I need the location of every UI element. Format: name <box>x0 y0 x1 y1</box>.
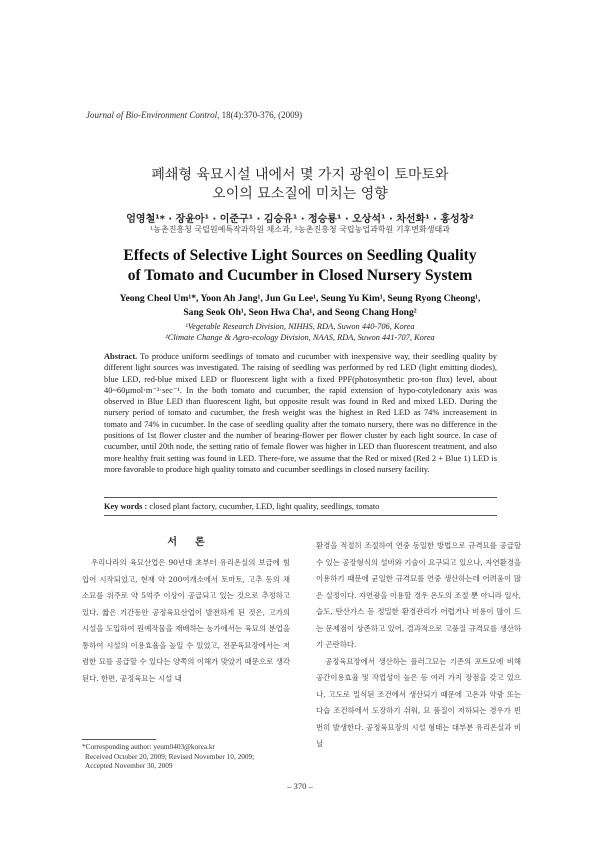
footnote-rule <box>82 739 156 740</box>
footnote-received: Received October 20, 2009; Revised November 10, 2009; <box>85 751 255 761</box>
body-left-column <box>82 533 290 687</box>
abstract-text: To produce uniform seedlings of tomato and cucumber with inexpensive way, their seedling quality by different light sources was investigated. The raising of seedling was performed by red LED (light emitting diodes), blue LED, red-blue mixed LED or fluorescent light with a fixed PPF(photosynthetic pro-ton flux) level, about 40~60µmol·m⁻²·sec⁻¹. In the both tomato and cucumber, the rapid extension of hypo-cotyledonary axis was observed in Blue LED than fluorescent light, but opposite result was found in Red and mixed LED. During the nursery period of tomato and cucumber, the fresh weight was the highest in Red LED as 74% increasement in tomato and 74% in cucumber. In the case of seedling quality after the tomato nursery, there was no difference in the positions of 1st flower cluster and the number of bearing-flower per flower cluster by each light source. In case of cucumber, until 20th node, the setting ratio of female flower was higher in LED than fluorescent treatment, and also more healthy fruit setting was found in LED. There-fore, we assume that the Red or mixed (Red 2 + Blue 1) LED is more favorable to produce high quality tomato and cucumber seedlings in closed nursery facility. <box>104 352 497 474</box>
keywords-label: Key words : <box>104 502 148 511</box>
intro-paragraph-right-2: 공정육묘장에서 생산하는 플러그묘는 기존의 포트묘에 비해 공간이용효율 및 작업성이 높은 등 여러 가지 장점을 갖고 있으나, 고도로 밀식된 조건에서 생산되기 때문에 고온과 약광 또는 다습 조건하에서 도장하기 쉬워, 묘 품질이 저하되는 경우가 빈번히 발생한다. 공정육묘장의 시설 형태는 대부분 유리온실과 비닐 <box>316 656 521 748</box>
abstract <box>104 351 497 475</box>
english-authors <box>40 292 560 320</box>
page-number: – 370 – <box>287 781 313 791</box>
section-heading-introduction: 서론 <box>167 537 223 548</box>
english-authors-line-2: Sang Seok Oh¹, Seon Hwa Cha¹, and Seong Chang Hong² <box>183 307 417 318</box>
journal-name: Journal of Bio-Environment Control, <box>86 110 220 120</box>
english-affiliation-2: ²Climate Change & Agro-ecology Division, NAAS, RDA, Suwon 441-707, Korea <box>165 333 435 342</box>
english-title <box>0 246 600 286</box>
korean-affiliations: ¹농촌진흥청 국립원예특작과학원 채소과, ²농촌진흥청 국립농업과학원 기후변화생태과 <box>150 225 450 234</box>
english-authors-line-1: Yeong Cheol Um¹*, Yoon Ah Jang¹, Jun Gu Lee¹, Seung Yu Kim¹, Seung Ryong Cheong¹, <box>119 293 481 304</box>
korean-title <box>0 166 600 204</box>
keywords-top-rule <box>104 497 497 498</box>
english-affiliation-1: ¹Vegetable Research Division, NIHHS, RDA, Suwon 440-706, Korea <box>185 322 415 331</box>
korean-title-line-1: 폐쇄형 육묘시설 내에서 몇 가지 광원이 토마토와 <box>151 167 449 183</box>
english-affiliations <box>0 321 600 343</box>
korean-authors: 엄영철¹* · 장윤아¹ · 이준구¹ · 김승유¹ · 정승룡¹ · 오상석¹ · 차선화¹ · 홍성창² <box>126 214 474 225</box>
keywords-text: closed plant factory, cucumber, LED, light quality, seedlings, tomato <box>147 502 380 511</box>
journal-volume: 18(4):370-376, (2009) <box>219 110 303 120</box>
keywords <box>104 502 497 511</box>
english-title-line-2: of Tomato and Cucumber in Closed Nursery System <box>127 267 473 284</box>
footnote-corresponding-author: *Corresponding author: yeum0403@korea.kr <box>82 742 215 751</box>
footnote-accepted: Accepted November 30, 2009 <box>85 761 173 771</box>
body-right-column <box>316 538 521 753</box>
intro-paragraph-left: 우리나라의 육묘산업은 90년대 초부터 유리온실의 보급에 힘입어 시작되었고, 현재 약 200여개소에서 토마토, 고추 등의 채소묘를 위주로 약 5억주 이상이 공급되고 있는 것으로 추정하고 있다. 짧은 기간동안 공정육묘산업이 발전하게 된 것은, 고가의 시설을 도입하여 원예작물을 재배하는 농가에서는 육묘의 분업을 통하여 시설의 이용효율을 높일 수 있었고, 전문육묘장에서는 저렴한 묘를 공급할 수 있다는 양쪽의 이해가 맞았기 때문으로 생각된다. 한편, 공정육묘는 시설 내 <box>82 558 290 683</box>
keywords-bottom-rule <box>104 515 497 516</box>
footnote <box>82 742 312 771</box>
abstract-label: Abstract. <box>104 352 138 361</box>
intro-paragraph-right-1: 환경을 적절히 조절하여 연중 동일한 방법으로 규격묘를 공급할 수 있는 공장형식의 설비와 기술이 요구되고 있으나, 자연환경을 이용하기 때문에 균일한 규격묘를 연중 생산하는데 어려움이 많은 실정이다. 자연광을 이용할 경우 온도의 조절 뿐 아니라 일사, 습도, 탄산가스 등 정밀한 환경관리가 어렵거나 비용이 많이 드는 문제점이 상존하고 있어, 결과적으로 고품질 규격묘를 생산하기 곤란하다. <box>316 541 521 649</box>
english-title-line-1: Effects of Selective Light Sources on Seedling Quality <box>123 247 477 264</box>
korean-title-line-2: 오이의 묘소질에 미치는 영향 <box>212 186 388 202</box>
journal-citation <box>86 110 302 120</box>
